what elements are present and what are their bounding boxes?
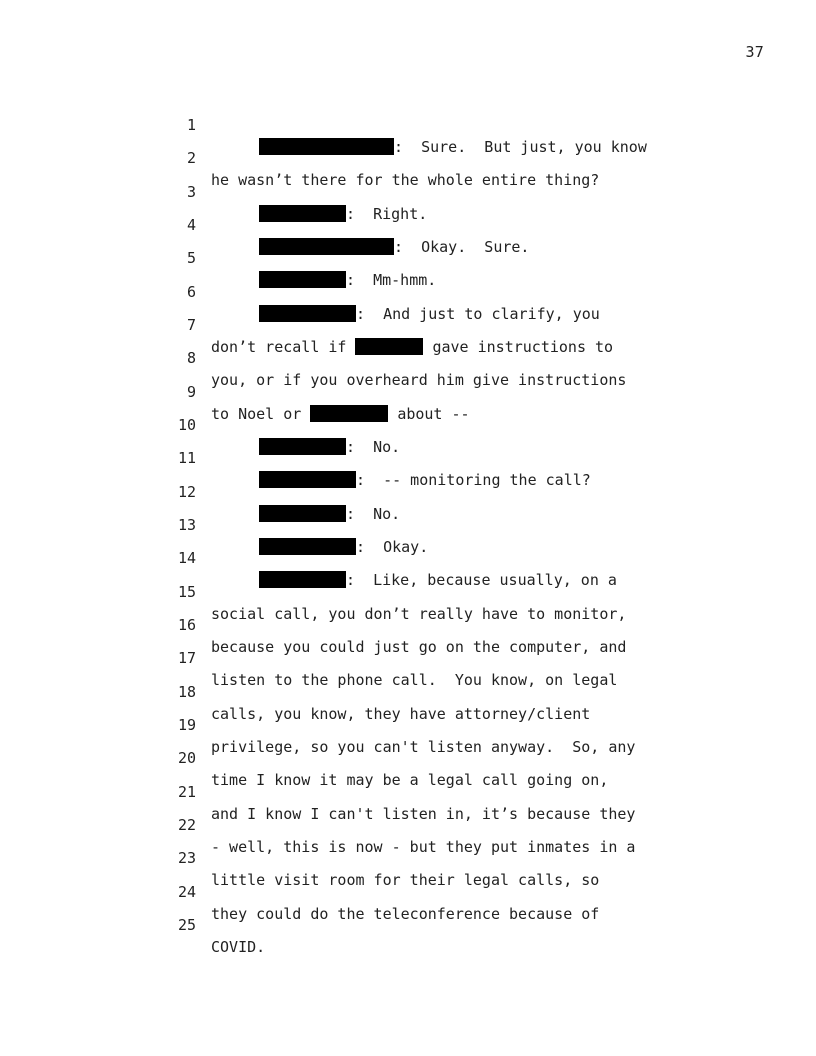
transcript-line <box>0 259 816 323</box>
line-text: : Right. <box>346 205 428 223</box>
transcript-line <box>0 425 816 489</box>
line-number: 21 <box>177 783 196 801</box>
line-text: little visit room for their legal calls, so <box>211 871 600 889</box>
line-number: 5 <box>186 249 196 267</box>
line-text: time I know it may be a legal call going on, <box>211 771 609 789</box>
line-number: 11 <box>177 449 196 467</box>
line-text: : No. <box>346 438 401 456</box>
transcript-line <box>0 759 816 823</box>
line-number: 24 <box>177 883 196 901</box>
line-text: : Okay. Sure. <box>394 238 530 256</box>
transcript-line <box>0 225 816 289</box>
line-number: 15 <box>177 583 196 601</box>
line-text: to Noel or <box>211 405 302 423</box>
transcript-line <box>0 192 816 256</box>
line-number: 20 <box>177 749 196 767</box>
line-number: 4 <box>186 216 196 234</box>
line-number: 2 <box>186 149 196 167</box>
line-number: 8 <box>186 349 196 367</box>
transcript-line <box>0 892 816 956</box>
transcript-line <box>0 92 816 156</box>
line-text: : Mm-hmm. <box>346 271 437 289</box>
line-number: 12 <box>177 483 196 501</box>
line-number: 16 <box>177 616 196 634</box>
transcript-line <box>0 525 816 589</box>
line-text: : Sure. But just, you know <box>394 138 647 156</box>
line-number: 25 <box>177 916 196 934</box>
line-number: 10 <box>177 416 196 434</box>
transcript-line <box>0 159 816 223</box>
transcript-line <box>0 659 816 723</box>
line-number: 19 <box>177 716 196 734</box>
line-text: : Like, because usually, on a <box>346 571 617 589</box>
line-text: listen to the phone call. You know, on legal <box>211 671 618 689</box>
transcript-line <box>0 459 816 523</box>
transcript-line <box>0 559 816 623</box>
line-text: COVID. <box>211 938 266 956</box>
line-number: 3 <box>186 183 196 201</box>
line-text: : Okay. <box>356 538 429 556</box>
line-text: : No. <box>346 505 401 523</box>
line-number: 22 <box>177 816 196 834</box>
transcript-line <box>0 492 816 556</box>
line-number: 1 <box>186 116 196 134</box>
transcript-line <box>0 592 816 656</box>
line-text: : And just to clarify, you <box>356 305 600 323</box>
line-number: 23 <box>177 849 196 867</box>
transcript-line <box>0 692 816 756</box>
line-number: 18 <box>177 683 196 701</box>
transcript-line <box>0 792 816 856</box>
line-text: social call, you don’t really have to monitor, <box>211 605 627 623</box>
line-text: privilege, so you can't listen anyway. So, any <box>211 738 636 756</box>
line-text: don’t recall if <box>211 338 347 356</box>
line-number: 6 <box>186 283 196 301</box>
page-number: 37 <box>745 43 764 61</box>
transcript-line <box>0 725 816 789</box>
line-text: - well, this is now - but they put inmates in a <box>211 838 636 856</box>
line-number: 14 <box>177 549 196 567</box>
line-text: he wasn’t there for the whole entire thing? <box>211 171 600 189</box>
line-text: because you could just go on the computer, and <box>211 638 627 656</box>
line-text: : -- monitoring the call? <box>356 471 591 489</box>
transcript-line <box>0 625 816 689</box>
transcript-line <box>0 292 816 356</box>
line-text: gave instructions to <box>432 338 614 356</box>
line-number: 7 <box>186 316 196 334</box>
transcript-line <box>0 392 816 456</box>
line-text: and I know I can't listen in, it’s because they <box>211 805 636 823</box>
line-text: about -- <box>397 405 470 423</box>
line-text: calls, you know, they have attorney/client <box>211 705 591 723</box>
transcript-line <box>0 359 816 423</box>
transcript-line <box>0 859 816 923</box>
line-number: 13 <box>177 516 196 534</box>
line-text: you, or if you overheard him give instructions <box>211 371 627 389</box>
transcript-line <box>0 825 816 889</box>
transcript-line <box>0 125 816 189</box>
line-text: they could do the teleconference because of <box>211 905 600 923</box>
line-number: 17 <box>177 649 196 667</box>
transcript-line <box>0 325 816 389</box>
line-number: 9 <box>186 383 196 401</box>
